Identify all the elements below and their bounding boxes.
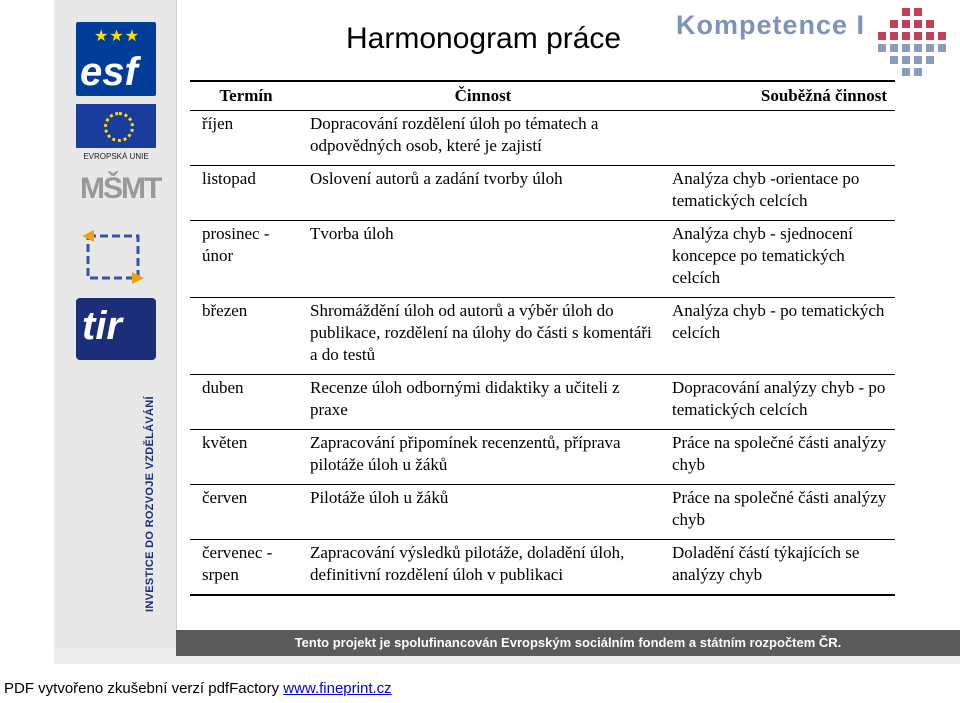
table-header-row [190, 81, 895, 111]
star-icon: ★★★ [94, 26, 141, 45]
cell-term: duben [190, 375, 302, 430]
cell-term: říjen [190, 111, 302, 166]
cell-activity: Oslovení autorů a zadání tvorby úloh [302, 166, 664, 221]
cell-activity: Recenze úloh odbornými didaktiky a učiteli z praxe [302, 375, 664, 430]
cell-parallel: Dopracování analýzy chyb - po tematických celcích [664, 375, 895, 430]
cell-parallel: Analýza chyb - po tematických celcích [664, 298, 895, 375]
grid-logo-icon [862, 4, 956, 80]
table-row [190, 375, 895, 430]
cell-term: červen [190, 485, 302, 540]
table-row [190, 430, 895, 485]
tir-logo-text: tir [82, 304, 122, 348]
cell-parallel [664, 111, 895, 166]
esf-logo-text: esf [80, 50, 138, 94]
cell-term: listopad [190, 166, 302, 221]
cell-parallel: Práce na společné části analýzy chyb [664, 430, 895, 485]
tir-logo [76, 298, 156, 360]
pdf-footer-text: PDF vytvořeno zkušební verzí pdfFactory [4, 680, 284, 697]
logo-sidebar [54, 0, 177, 648]
sidebar-vertical-text: INVESTICE DO ROZVOJE VZDĚLÁVÁNÍ [144, 396, 156, 612]
cell-parallel: Analýza chyb -orientace po tematických celcích [664, 166, 895, 221]
cell-term: květen [190, 430, 302, 485]
table-row [190, 540, 895, 596]
table-row [190, 221, 895, 298]
cell-activity: Tvorba úloh [302, 221, 664, 298]
fineprint-link[interactable]: www.fineprint.cz [283, 680, 392, 697]
cell-activity: Zapracování výsledků pilotáže, doladění úloh, definitivní rozdělení úloh v publikaci [302, 540, 664, 596]
eu-stars-icon [104, 112, 134, 142]
header-term: Termín [190, 81, 302, 111]
cell-activity: Shromáždění úloh od autorů a výběr úloh do publikace, rozdělení na úlohy do části s komentáři a do testů [302, 298, 664, 375]
table-row [190, 298, 895, 375]
cell-activity: Pilotáže úloh u žáků [302, 485, 664, 540]
eu-label: EVROPSKÁ UNIE [83, 152, 149, 161]
header-parallel: Souběžná činnost [664, 81, 895, 111]
cell-term: prosinec - únor [190, 221, 302, 298]
eu-flag-logo [76, 104, 156, 148]
cell-activity: Zapracování připomínek recenzentů, příprava pilotáže úloh u žáků [302, 430, 664, 485]
msmt-logo: MŠMT [80, 172, 161, 205]
cell-term: červenec - srpen [190, 540, 302, 596]
cell-term: březen [190, 298, 302, 375]
esf-logo [76, 22, 156, 96]
pdf-footer [4, 680, 392, 697]
table-row [190, 485, 895, 540]
cell-activity: Dopracování rozdělení úloh po tématech a odpovědných osob, které je zajistí [302, 111, 664, 166]
cell-parallel: Práce na společné části analýzy chyb [664, 485, 895, 540]
table-row [190, 111, 895, 166]
cell-parallel: Analýza chyb - sjednocení koncepce po tematických celcích [664, 221, 895, 298]
cell-parallel: Doladění částí týkajících se analýzy chyb [664, 540, 895, 596]
schedule-table [190, 80, 895, 596]
cycle-arrows-icon [80, 228, 146, 286]
kompetence-logo: Kompetence I [676, 10, 866, 40]
page-title: Harmonogram práce [346, 22, 622, 55]
table-row [190, 166, 895, 221]
header-activity: Činnost [302, 81, 664, 111]
funding-banner: Tento projekt je spolufinancován Evropským sociálním fondem a státním rozpočtem ČR. [176, 630, 960, 656]
